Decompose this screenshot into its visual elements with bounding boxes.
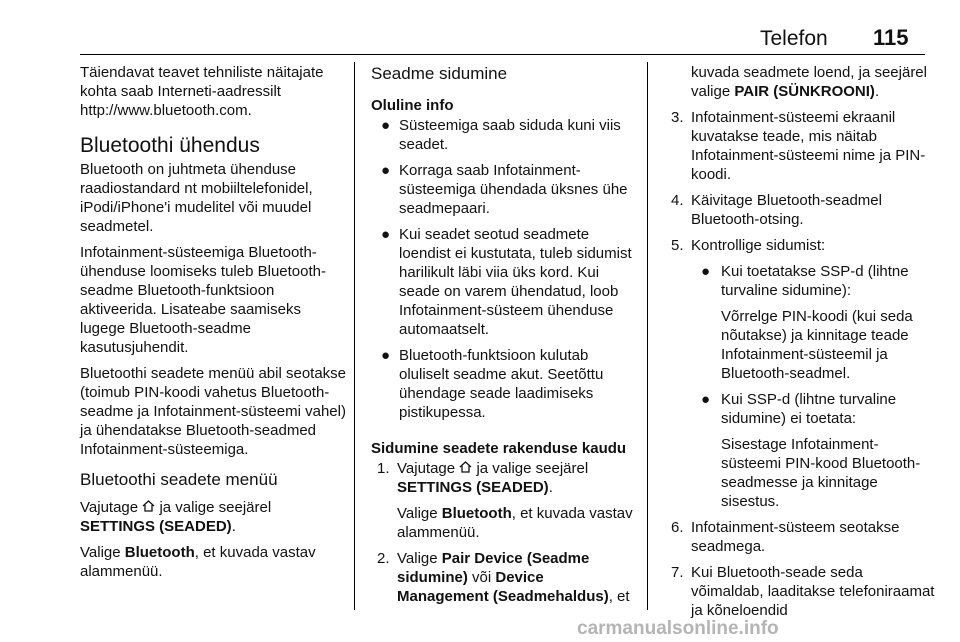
- header-rule: [80, 54, 925, 55]
- column-1: [80, 63, 348, 588]
- section-heading-pairing: Seadme sidumine: [371, 64, 508, 83]
- settings-label: SETTINGS (SEADED): [80, 518, 232, 535]
- bluetooth-label: Bluetooth: [124, 544, 195, 561]
- paragraph-5: Valige Bluetooth, et kuvada vastav alammenüü.: [80, 544, 316, 580]
- list-item: ● Korraga saab Infotainment-süsteemiga ühendada üksnes ühe seadmepaari.: [381, 162, 628, 217]
- important-info-heading: Oluline info: [371, 97, 454, 114]
- paragraph-4: Vajutage ja valige seejärel SETTINGS (SEADED).: [80, 499, 272, 535]
- step-7: 7. Kui Bluetooth-seade seda võimaldab, laaditakse telefoniraamat ja kõneloendid: [671, 564, 935, 619]
- step-6: 6. Infotainment-süsteem seotakse seadmega.: [671, 519, 900, 555]
- paragraph-1: Bluetooth on juhtmeta ühenduse raadiostandard nt mobiiltelefonidel, iPodi/iPhone'i mudelitel või muudel seadmetel.: [80, 161, 313, 235]
- column-3: [665, 63, 935, 627]
- paragraph-2: Infotainment-süsteemiga Bluetooth-ühenduse loomiseks tuleb Bluetooth-seadme Bluetooth-funktsioon aktiveerida. Lisateabe saamiseks lugege Bluetooth-seadme kasutusjuhendit.: [80, 244, 326, 356]
- page-number: 115: [873, 25, 909, 50]
- step-3: 3. Infotainment-süsteemi ekraanil kuvatakse teade, mis näitab Infotainment-süsteemi nime ja PIN-koodi.: [671, 109, 926, 183]
- paragraph-3: Bluetoothi seadete menüü abil seotakse (toimub PIN-koodi vahetus Bluetooth-seadme ja Infotainment-süsteemi vahel) ja ühendatakse Bluetooth-seadmed Infotainment-süsteemiga.: [80, 365, 347, 458]
- subsection-heading-settings-menu: Bluetoothi seadete menüü: [80, 470, 278, 489]
- step-1: 1. Vajutage ja valige seejärel SETTINGS (SEADED). Valige Bluetooth, et kuvada vastav alammenüü.: [377, 460, 633, 541]
- step-2-continued: kuvada seadmete loend, ja seejärel valige PAIR (SÜNKROONI).: [691, 64, 927, 100]
- list-item: ● Kui toetatakse SSP-d (lihtne turvaline sidumine): Võrrelge PIN-koodi (kui seda nõutakse) ja kinnitage teade Infotainment-süsteemil ja Bluetooth-seadmel.: [701, 263, 913, 382]
- step-4: 4. Käivitage Bluetooth-seadmel Bluetooth-otsing.: [671, 192, 882, 228]
- list-item: ● Kui seadet seotud seadmete loendist ei kustutata, tuleb sidumist harilikult läbi viia üks kord. Kui seade on varem ühendatud, loob Infotainment-süsteem ühenduse automaatselt.: [381, 226, 632, 338]
- step-5: 5. Kontrollige sidumist: ● Kui toetatakse SSP-d (lihtne turvaline sidumine): Võrrelge PIN-koodi (kui seda nõutakse) ja kinnitage teade Infotainment-süsteemil ja Bluetooth-seadmel. ● Kui SSP-d (lihtne turvaline sidumine) ei toetata: Sisestage Infotainment-süsteemi PIN-kood Bluetooth-seadmesse ja kinnitage sisestus.: [665, 236, 935, 511]
- column-2: [371, 63, 639, 613]
- column-divider-1: [354, 62, 355, 610]
- watermark: carmanualsonline.info: [577, 618, 779, 639]
- home-icon: [459, 460, 472, 476]
- intro-paragraph: Täiendavat teavet tehniliste näitajate kohta saab Interneti-aadressilt http://www.bluetooth.com.: [80, 64, 324, 119]
- section-heading-bluetooth: Bluetoothi ühendus: [80, 134, 260, 157]
- list-item: ● Süsteemiga saab siduda kuni viis seadet.: [381, 117, 621, 153]
- chapter-title: Telefon: [760, 27, 828, 50]
- pairing-via-settings-heading: Sidumine seadete rakenduse kaudu: [371, 440, 627, 457]
- home-icon: [142, 499, 155, 515]
- list-item: ● Kui SSP-d (lihtne turvaline sidumine) ei toetata: Sisestage Infotainment-süsteemi PIN-kood Bluetooth-seadmesse ja kinnitage sisestus.: [701, 391, 921, 510]
- step-2: 2. Valige Pair Device (Seadme sidumine) või Device Management (Seadmehaldus), et: [377, 550, 630, 605]
- column-divider-2: [647, 62, 648, 610]
- list-item: ● Bluetooth-funktsioon kulutab oluliselt seadme akut. Seetõttu ühendage seade laadimiseks pistikupessa.: [381, 347, 604, 421]
